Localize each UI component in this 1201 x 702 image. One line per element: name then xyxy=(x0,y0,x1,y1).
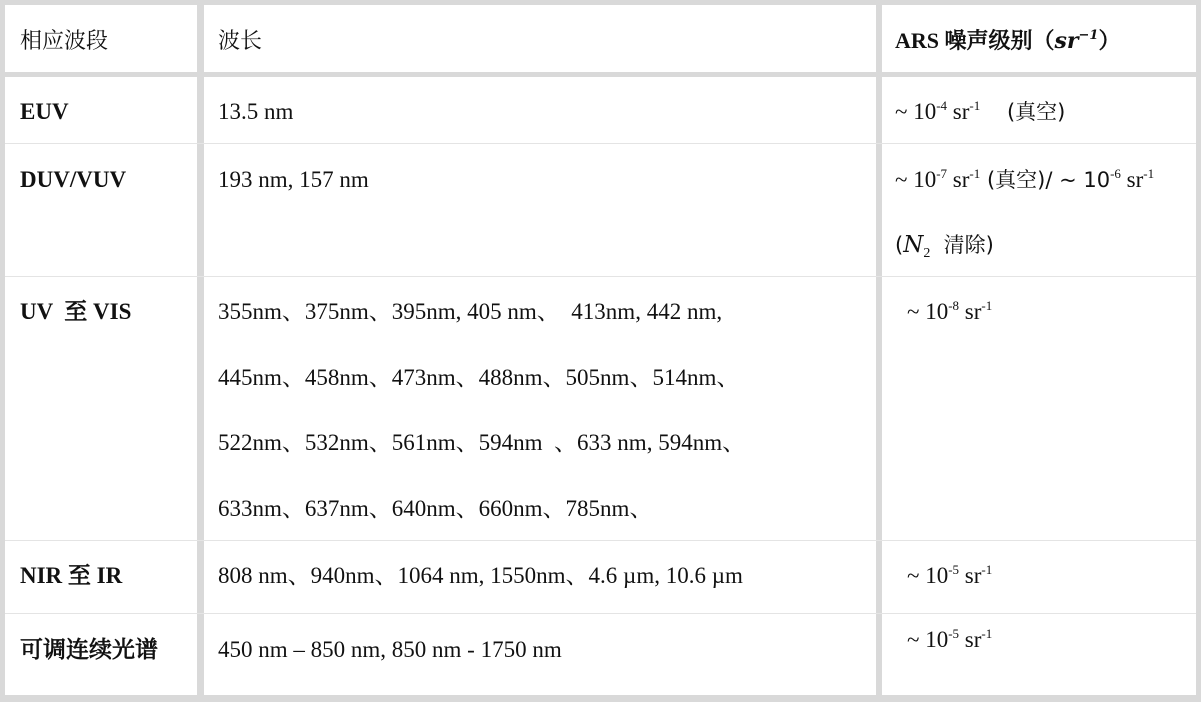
header-band: 相应波段 xyxy=(20,28,109,53)
table-border-bottom xyxy=(0,695,1201,702)
wavelength-line: 445nm、458nm、473nm、488nm、505nm、514nm、 xyxy=(218,365,740,390)
row-divider xyxy=(5,276,1196,277)
band-cell: UV 至 VIS xyxy=(20,299,132,324)
wavelength-line: 633nm、637nm、640nm、660nm、785nm、 xyxy=(218,496,653,521)
header-noise-label: ARS 噪声级别（ xyxy=(895,28,1055,53)
table-border-top xyxy=(0,0,1201,5)
band-cell: 可调连续光谱 xyxy=(20,637,158,662)
wavelength-cell: 808 nm、940nm、1064 nm, 1550nm、4.6 µm, 10.6 µm xyxy=(218,563,743,588)
column-divider-1 xyxy=(197,0,204,702)
band-cell: EUV xyxy=(20,99,69,124)
row-divider xyxy=(5,613,1196,614)
row-divider xyxy=(5,143,1196,144)
header-noise-unit: sr xyxy=(1054,28,1079,54)
noise-cell: ~ $10^{-5}$ $sr^{-1}$ xyxy=(907,562,993,588)
noise-cell: ~ $10^{-7}$ $sr^{-1}$ (真空)/ ~ $10^{-6}$ $sr^{-1}$ xyxy=(895,166,1155,192)
band-cell: DUV/VUV xyxy=(20,167,127,192)
wavelength-cell: 450 nm – 850 nm, 850 nm - 1750 nm xyxy=(218,637,562,662)
noise-cell-line2: ($N_2$ 清除) xyxy=(895,232,994,261)
noise-cell: ~ $10^{-4}$ $sr^{-1}$ (真空) xyxy=(895,98,1066,124)
header-noise-close: ） xyxy=(1098,28,1121,53)
wavelength-cell: 193 nm, 157 nm xyxy=(218,167,369,192)
band-cell: NIR 至 IR xyxy=(20,563,123,588)
table-border-right xyxy=(1196,0,1201,702)
header-noise-exponent: −1 xyxy=(1078,28,1099,43)
header-noise xyxy=(895,29,1120,56)
column-divider-2 xyxy=(876,0,882,702)
header-wavelength: 波长 xyxy=(218,28,263,53)
wavelength-line: 355nm、375nm、395nm, 405 nm、 413nm, 442 nm, xyxy=(218,299,723,324)
noise-cell: ~ $10^{-5}$ $sr^{-1}$ xyxy=(907,626,993,652)
row-divider xyxy=(5,540,1196,541)
wavelength-cell: 13.5 nm xyxy=(218,99,294,124)
wavelength-line: 522nm、532nm、561nm、594nm 、633 nm, 594nm、 xyxy=(218,430,746,455)
header-divider xyxy=(0,72,1201,77)
noise-cell: ~ $10^{-8}$ $sr^{-1}$ xyxy=(907,298,993,324)
table-border-left xyxy=(0,0,5,702)
